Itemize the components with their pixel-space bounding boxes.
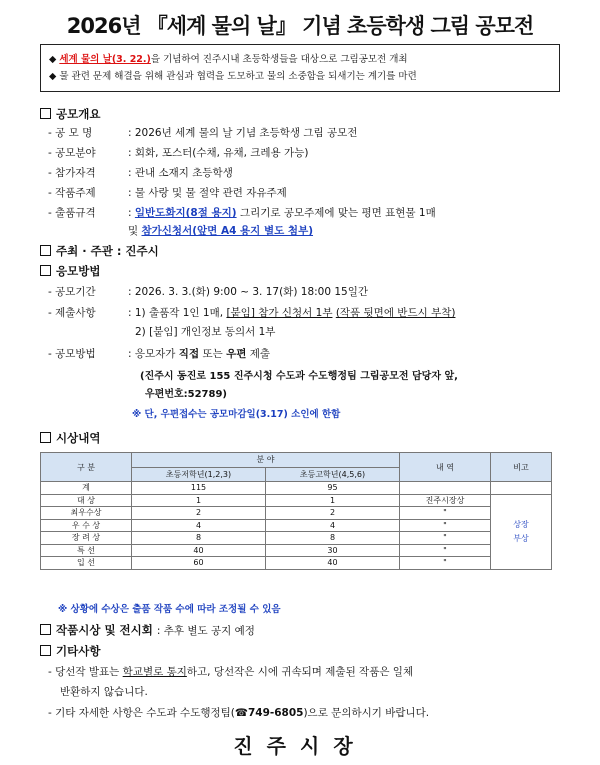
table-row: 우 수 상 4 4 " [41, 519, 552, 532]
overview-row: - 참가자격 : 관내 소재지 초등학생 [48, 167, 233, 179]
overview-rule-row-2: 및 참가신청서(앞면 A4 용지 별도 첨부) [128, 225, 314, 237]
overview-row: - 공 모 명 : 2026년 세계 물의 날 기념 초등학생 그림 공모전 [48, 127, 358, 139]
header-low: 초등저학년(1,2,3) [132, 467, 266, 482]
header-note: 비고 [491, 453, 552, 482]
checkbox-icon [40, 624, 51, 635]
section-exhibit-heading: 작품시상 및 전시회 : 추후 별도 공지 예정 [40, 622, 255, 638]
etc-line-2: - 기타 자세한 사항은 수도과 수도행정팀(☎749-6805)으로 문의하시기 바랍니다. [48, 707, 430, 719]
intro-highlight: 세계 물의 날(3. 22.) [59, 54, 151, 65]
intro-box [40, 44, 560, 92]
header-high: 초등고학년(4,5,6) [266, 467, 400, 482]
header-gubun: 구 분 [41, 453, 132, 482]
table-row: 대 상 1 1 진주시장상 상장 부상 [41, 494, 552, 507]
apply-address: (진주시 동진로 155 진주시청 수도과 수도행정팀 그림공모전 담당자 앞, [140, 371, 458, 382]
etc-line-1: - 당선작 발표는 학교별로 통지하고, 당선작은 시에 귀속되며 제출된 작품은 일체 [48, 666, 414, 678]
apply-method-row: - 공모방법 : 응모자가 직접 또는 우편 제출 [48, 348, 271, 360]
overview-row: - 작품주제 : 물 사랑 및 물 절약 관련 자유주제 [48, 187, 287, 199]
footer-signature: 진주시장 [233, 734, 367, 758]
apply-postcode: 우편번호:52789) [145, 389, 227, 400]
table-row: 최우수상 2 2 " [41, 507, 552, 520]
etc-line-1b: 반환하지 않습니다. [60, 686, 148, 698]
section-host-heading: 주최 · 주관 : 진주시 [40, 243, 159, 259]
intro-line-2: ◆ 물 관련 문제 해결을 위해 관심과 협력을 도모하고 물의 소중함을 되새기는 계기를 마련 [49, 71, 417, 82]
header-content: 내 역 [400, 453, 491, 482]
awards-note: ※ 상황에 수상은 출품 작품 수에 따라 조정될 수 있음 [58, 604, 281, 615]
apply-period-row: - 공모기간 : 2026. 3. 3.(화) 9:00 ~ 3. 17(화) 18:00 15일간 [48, 286, 369, 298]
remark-cell: 상장 부상 [491, 494, 552, 569]
overview-row: - 공모분야 : 회화, 포스터(수채, 유채, 크레용 가능) [48, 147, 309, 159]
section-overview-heading: 공모개요 [40, 106, 100, 122]
checkbox-icon [40, 245, 51, 256]
section-etc-heading: 기타사항 [40, 643, 100, 659]
apply-submit-row-2: 2) [붙임] 개인정보 동의서 1부 [135, 326, 276, 338]
intro-line-1: ◆ 세계 물의 날(3. 22.)을 기념하여 진주시내 초등학생들을 대상으로 그림공모전 개최 [49, 54, 408, 65]
checkbox-icon [40, 645, 51, 656]
header-field: 분 야 [132, 453, 400, 468]
page-title: 2026년 『세계 물의 날』 기념 초등학생 그림 공모전 [66, 14, 534, 38]
awards-table [40, 452, 552, 570]
checkbox-icon [40, 432, 51, 443]
table-row: 장 려 상 8 8 " [41, 532, 552, 545]
checkbox-icon [40, 265, 51, 276]
table-row: 입 선 60 40 " [41, 557, 552, 570]
overview-rule-row: - 출품규격 : 일반도화지(8절 용지) 그리기로 공모주제에 맞는 평면 표현물 1매 [48, 207, 436, 219]
section-apply-heading: 응모방법 [40, 263, 100, 279]
checkbox-icon [40, 108, 51, 119]
table-row: 계 115 95 [41, 482, 552, 495]
section-awards-heading: 시상내역 [40, 430, 100, 446]
apply-submit-row: - 제출사항 : 1) 출품작 1인 1매, [붙임] 참가 신청서 1부 (작품 뒷면에 반드시 부착) [48, 307, 456, 319]
apply-note: ※ 단, 우편접수는 공모마감일(3.17) 소인에 한함 [132, 409, 341, 420]
table-row: 특 선 40 30 " [41, 544, 552, 557]
